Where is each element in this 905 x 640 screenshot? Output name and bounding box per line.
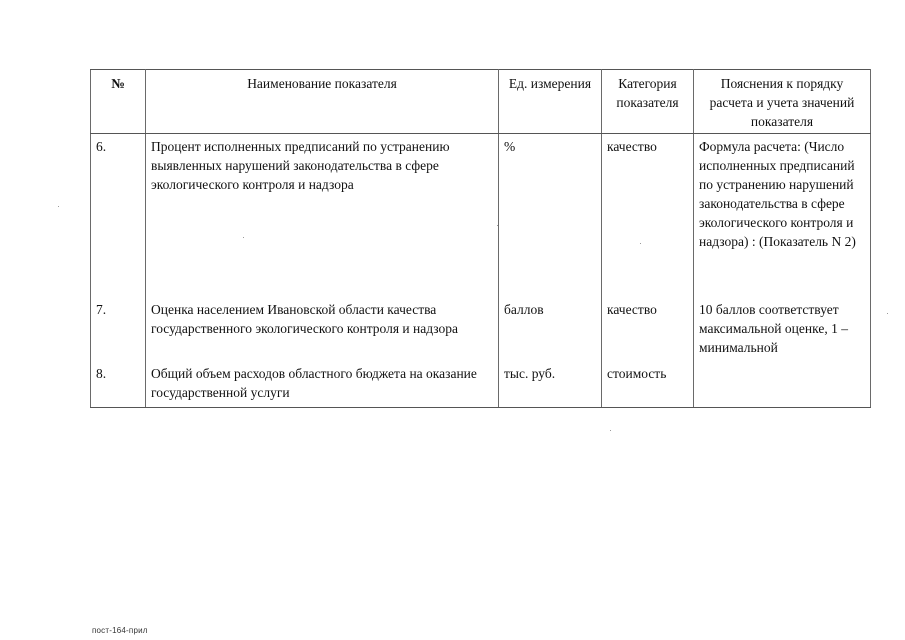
row-unit: тыс. руб.	[499, 361, 602, 408]
row-explanation: 10 баллов соответствует максимальной оценке, 1 – минимальной	[694, 297, 871, 361]
row-unit: %	[499, 134, 602, 297]
row-category: качество	[602, 134, 694, 297]
row-name: Процент исполненных предписаний по устранению выявленных нарушений законодательства в сфере экологического контроля и надзора	[146, 134, 499, 297]
header-unit: Ед. измерения	[499, 70, 602, 134]
indicators-table	[90, 69, 871, 408]
document-stamp: пост-164-прил	[92, 626, 148, 635]
row-explanation	[694, 361, 871, 408]
scan-speck	[887, 313, 888, 314]
row-number: 7.	[91, 297, 146, 361]
row-number: 6.	[91, 134, 146, 297]
header-name: Наименование показателя	[146, 70, 499, 134]
table-header-row	[91, 70, 871, 134]
row-number: 8.	[91, 361, 146, 408]
row-category: стоимость	[602, 361, 694, 408]
row-name: Общий объем расходов областного бюджета на оказание государственной услуги	[146, 361, 499, 408]
table-row	[91, 361, 871, 408]
scan-speck	[243, 237, 244, 238]
table-row	[91, 297, 871, 361]
header-number: №	[91, 70, 146, 134]
row-unit: баллов	[499, 297, 602, 361]
scan-speck	[497, 225, 498, 226]
row-explanation: Формула расчета: (Число исполненных предписаний по устранению нарушений законодательства в сфере экологического контроля и надзора) : (Показатель N 2)	[694, 134, 871, 297]
row-category: качество	[602, 297, 694, 361]
scan-speck	[58, 206, 59, 207]
scan-speck	[610, 430, 611, 431]
row-name: Оценка населением Ивановской области качества государственного экологического контроля и надзора	[146, 297, 499, 361]
scan-speck	[640, 243, 641, 244]
header-explanation: Пояснения к порядку расчета и учета значений показателя	[694, 70, 871, 134]
header-category: Категория показателя	[602, 70, 694, 134]
table-row	[91, 134, 871, 297]
